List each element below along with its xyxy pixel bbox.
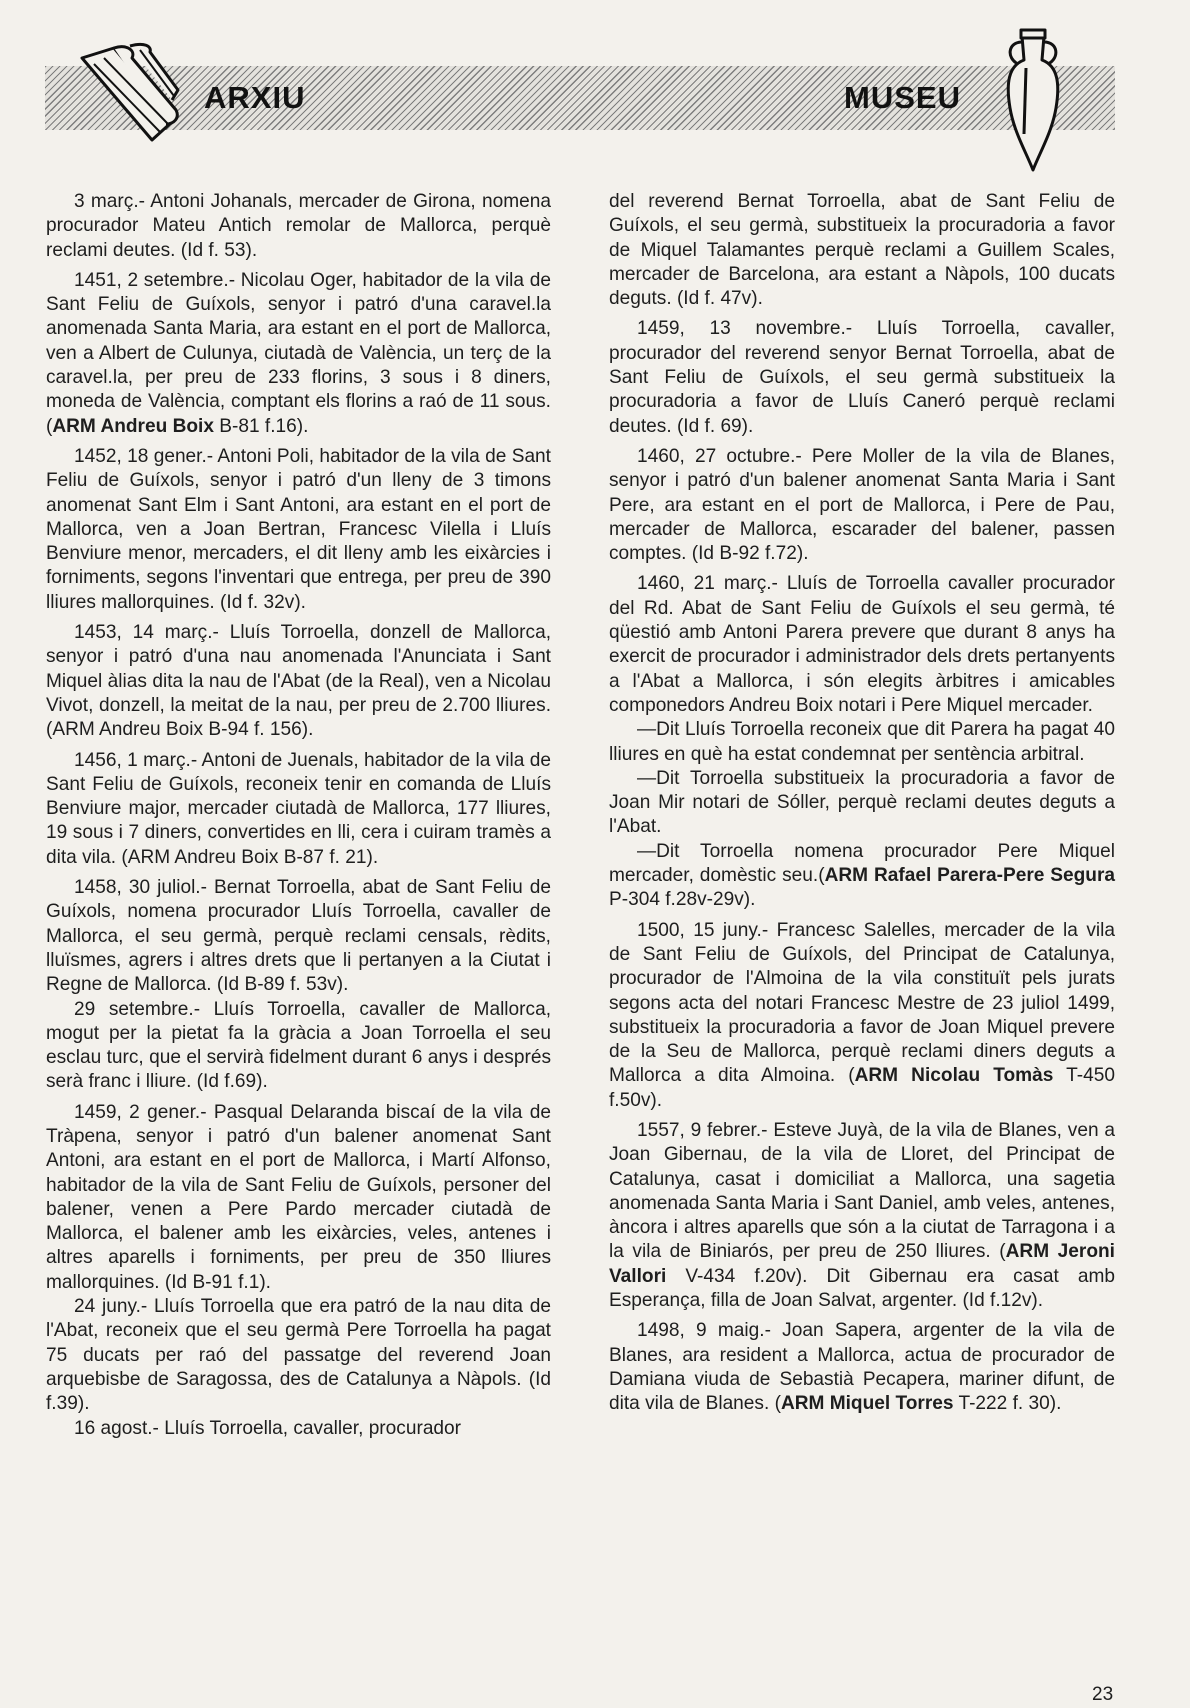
entry-citation: T-222 f. 30). — [953, 1393, 1062, 1415]
archive-reference: ARM Andreu Boix — [52, 415, 214, 437]
entry-paragraph — [46, 1417, 551, 1441]
entry-paragraph — [46, 445, 551, 615]
left-column — [46, 190, 551, 1441]
entry-text: 24 juny.- Lluís Torroella que era patró de la nau dita de l'Abat, reconeix que el seu germà Pere Torroella ha pagat 75 ducats per raó del passatge del reverend Joan arquebisbe de Saragossa, des de Catalunya a Nàpols. (Id f.39). — [46, 1296, 551, 1415]
scroll-icon — [74, 40, 186, 152]
entry-text: 1500, 15 juny.- Francesc Salelles, mercader de la vila de Sant Feliu de Guíxols, del Principat de Catalunya, procurador de l'Almoina de la vila constituït pels jurats segons acta del notari Francesc Mestre de 23 juliol 1499, substitueix la procuradoria a favor de Joan Miquel prevere de la Seu de Mallorca, perquè reclami diners deguts a Mallorca a dita Almoina. ( — [609, 919, 1115, 1087]
entry-text: 1453, 14 març.- Lluís Torroella, donzell de Mallorca, senyor i patró d'una nau anomenada l'Anunciata i Sant Miquel àlias dita la nau de l'Abat (de la Real), ven a Nicolau Vivot, donzell, la meitat de la nau, per preu de 2.700 lliures. (ARM Andreu Boix B-94 f. 156). — [46, 622, 551, 741]
entry-paragraph — [46, 749, 551, 870]
entry-text: 1459, 2 gener.- Pasqual Delaranda biscaí de la vila de Tràpena, senyor i patró d'un balener anomenat Sant Antoni, ara estant en el port de Mallorca, i Martí Alfonso, habitador de la vila de Sant Feliu de Guíxols, personer del balener, venen a Pere Pardo mercader ciutadà de Mallorca, el balener amb les eixàrcies, veles, antenes i altres aparells i forniments, per preu de 350 lliures mallorquines. (Id B-91 f.1). — [46, 1101, 551, 1293]
entry-text: 1452, 18 gener.- Antoni Poli, habitador de la vila de Sant Feliu de Guíxols, senyor i patró d'un lleny de 3 timons anomenat Sant Elm i Sant Antoni, ara estant en el port de Mallorca, ven a Joan Bertran, Francesc Vilella i Lluís Benviure menor, mercaders, el dit lleny amb les eixàrcies i forniments, segons l'inventari que entrega, per preu de 390 lliures mallorquines. (Id f. 32v). — [46, 445, 551, 613]
amphora-icon — [1000, 24, 1066, 174]
page-number: 23 — [1092, 1684, 1114, 1705]
entry-citation: T-450 f.50v). — [609, 1065, 1115, 1111]
right-column — [609, 190, 1115, 1423]
entry-text: 1458, 30 juliol.- Bernat Torroella, abat de Sant Feliu de Guíxols, nomena procurador Lluís Torroella, cavaller de Mallorca, el seu germà, perquè reclami censals, rèdits, lluïsmes, agrers i altres drets que li pertanyen a la Ciutat i Regne de Mallorca. (Id B-89 f. 53v). — [46, 877, 551, 996]
entry-text: 1498, 9 maig.- Joan Sapera, argenter de la vila de Blanes, ara resident a Mallorca, actua de procurador de Damiana viuda de Sebastià Pecapera, mariner difunt, de dita vila de Blanes. ( — [609, 1320, 1115, 1415]
entry-text: 29 setembre.- Lluís Torroella, cavaller de Mallorca, mogut per la pietat fa la gràcia a Joan Torroella el seu esclau turc, que el servirà fidelment durant 6 anys i després serà franc i lliure. (Id f.69). — [46, 998, 551, 1093]
entry-paragraph — [609, 445, 1115, 566]
archive-title: ARXIU — [204, 80, 306, 115]
entry-text: 1460, 27 octubre.- Pere Moller de la vila de Blanes, senyor i patró d'un balener anomenat Santa Maria i Sant Pere, ara estant en el port de Mallorca, i Pere de Pau, mercader de Mallorca, escarader del balener, passen comptes. (Id B-92 f.72). — [609, 445, 1115, 565]
entry-paragraph — [609, 1319, 1115, 1416]
entry-citation: B-81 f.16). — [213, 415, 309, 437]
archive-reference: ARM Jeroni Vallori — [609, 1241, 1115, 1287]
entry-text: 3 març.- Antoni Johanals, mercader de Girona, nomena procurador Mateu Antich remolar de Mallorca, perquè reclami deutes. (Id f. 53). — [46, 191, 551, 261]
entry-text: —Dit Torroella nomena procurador Pere Miquel mercader, domèstic seu.( — [609, 840, 1115, 887]
entry-text: 1557, 9 febrer.- Esteve Juyà, de la vila de Blanes, ven a Joan Gibernau, de la vila de Lloret, del Principat de Catalunya, casat i domiciliat a Mallorca, una sagetia anomenada Santa Maria i Sant Daniel, amb veles, antenes, àncora i altres aparells que són a la ciutat de Tarragona i a la vila de Biniarós, per preu de 250 lliures. ( — [609, 1119, 1115, 1263]
archive-reference: ARM Rafael Parera-Pere Segura — [824, 865, 1116, 887]
entry-paragraph — [46, 1295, 551, 1416]
entry-citation: P-304 f.28v-29v). — [609, 889, 756, 911]
entry-citation: V-434 f.20v). Dit Gibernau era casat amb Esperança, filla de Joan Salvat, argenter. (Id f.12v). — [609, 1265, 1115, 1312]
entry-paragraph — [609, 718, 1115, 767]
entry-paragraph — [46, 621, 551, 742]
entry-paragraph — [609, 840, 1115, 913]
museum-title: MUSEU — [844, 80, 961, 115]
entry-text: 1459, 13 novembre.- Lluís Torroella, cavaller, procurador del reverend senyor Bernat Torroella, abat de Sant Feliu de Guíxols, el seu germà substitueix la procuradoria a favor de Lluís Caneró perquè reclami deutes. (Id f. 69). — [609, 318, 1115, 437]
archive-reference: ARM Nicolau Tomàs — [854, 1065, 1054, 1087]
entry-paragraph — [609, 572, 1115, 718]
entry-text: —Dit Lluís Torroella reconeix que dit Parera ha pagat 40 lliures en què ha estat condemnat per sentència arbitral. — [609, 719, 1115, 765]
entry-text: —Dit Torroella substitueix la procuradoria a favor de Joan Mir notari de Sóller, perquè reclami deutes deguts a l'Abat. — [609, 767, 1115, 838]
entry-text: 1456, 1 març.- Antoni de Juenals, habitador de la vila de Sant Feliu de Guíxols, reconeix tenir en comanda de Lluís Benviure major, mercader ciutadà de Mallorca, 177 lliures, 19 sous i 7 diners, convertides en lli, cera i cuiram tramès a dita vila. (ARM Andreu Boix B-87 f. 21). — [46, 749, 551, 868]
entry-text: 16 agost.- Lluís Torroella, cavaller, procurador — [74, 1417, 462, 1439]
entry-paragraph — [46, 1101, 551, 1295]
archive-reference: ARM Miquel Torres — [780, 1393, 954, 1415]
entry-paragraph — [609, 919, 1115, 1113]
entry-paragraph — [609, 317, 1115, 438]
entry-text: 1460, 21 març.- Lluís de Torroella cavaller procurador del Rd. Abat de Sant Feliu de Guíxols el seu germà, té qüestió amb Antoni Parera prevere que durant 8 anys ha exercit de procurador i administrador dels drets pertanyents a l'Abat a Mallorca, i són elegits àrbitres i amicables componedors Andreu Boix notari i Pere Miquel mercader. — [609, 573, 1115, 716]
entry-paragraph — [46, 190, 551, 263]
entry-paragraph — [609, 767, 1115, 840]
entry-paragraph — [609, 1119, 1115, 1313]
entry-paragraph — [46, 998, 551, 1095]
entry-text: del reverend Bernat Torroella, abat de Sant Feliu de Guíxols, el seu germà, substitueix la procuradoria a favor de Miquel Talamantes perquè reclami a Guillem Scales, mercader de Barcelona, ara estant a Nàpols, 100 ducats deguts. (Id f. 47v). — [609, 191, 1115, 310]
entry-paragraph — [609, 190, 1115, 311]
entry-paragraph — [46, 876, 551, 997]
entry-paragraph — [46, 269, 551, 439]
entry-text: 1451, 2 setembre.- Nicolau Oger, habitador de la vila de Sant Feliu de Guíxols, senyor i patró d'una caravel.la anomenada Santa Maria, ara estant en el port de Mallorca, ven a Albert de Culunya, ciutadà de València, un terç de la caravel.la, per preu de 233 florins, 3 sous i 8 diners, moneda de València, comptant els florins a raó de 11 sous. ( — [46, 269, 551, 437]
